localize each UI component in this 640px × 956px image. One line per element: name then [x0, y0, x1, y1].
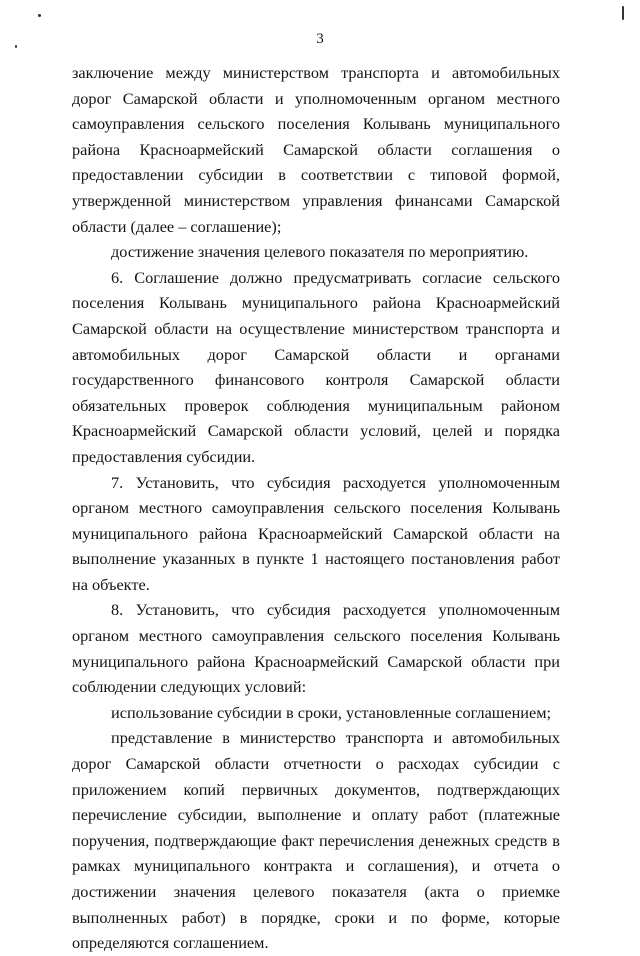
scan-speck — [622, 6, 624, 20]
paragraph-item-8: 8. Установить, что субсидия расходуется уполномоченным органом местного самоуправления сельского поселения Колывань муниципального района Красноармейский Самарской области при соблюдении следующих условий: — [72, 600, 560, 697]
page-number: 3 — [316, 31, 324, 47]
paragraph-item-6: 6. Соглашение должно предусматривать согласие сельского поселения Колывань муниципального района Красноармейский Самарской области на осуществление министерством транспорта и автомобильных дорог Самарской области и органами государственного финансового контроля Самарской области обязательных проверок соблюдения муниципальным районом Красноармейский Самарской области условий, целей и порядка предоставления субсидии. — [72, 267, 560, 466]
scan-speck — [38, 14, 41, 17]
paragraph-continuation: заключение между министерством транспорта и автомобильных дорог Самарской области и уполномоченным органом местного самоуправления сельского поселения Колывань муниципального района Красноармейский Самарской области соглашения о предоставлении субсидии в соответствии с типовой формой, утвержденной министерством управления финансами Самарской области (далее – соглашение); — [72, 63, 560, 236]
document-body — [72, 60, 560, 956]
paragraph-condition-usage: использование субсидии в сроки, установленные соглашением; — [111, 702, 552, 722]
paragraph-condition-reporting: представление в министерство транспорта и автомобильных дорог Самарской области отчетности о расходах субсидии с приложением копий первичных документов, подтверждающих перечисление субсидии, выполнение и оплату работ (платежные поручения, подтверждающие факт перечисления денежных средств в рамках муниципального контракта и соглашения), и отчета о достижении значения целевого показателя (акта о приемке выполненных работ) в порядке, сроки и по форме, которые определяются соглашением. — [72, 728, 560, 953]
paragraph-target-indicator: достижение значения целевого показателя по мероприятию. — [111, 242, 529, 262]
scan-speck — [15, 45, 17, 48]
paragraph-item-7: 7. Установить, что субсидия расходуется уполномоченным органом местного самоуправления сельского поселения Колывань муниципального района Красноармейский Самарской области на выполнение указанных в пункте 1 настоящего постановления работ на объекте. — [72, 472, 560, 594]
